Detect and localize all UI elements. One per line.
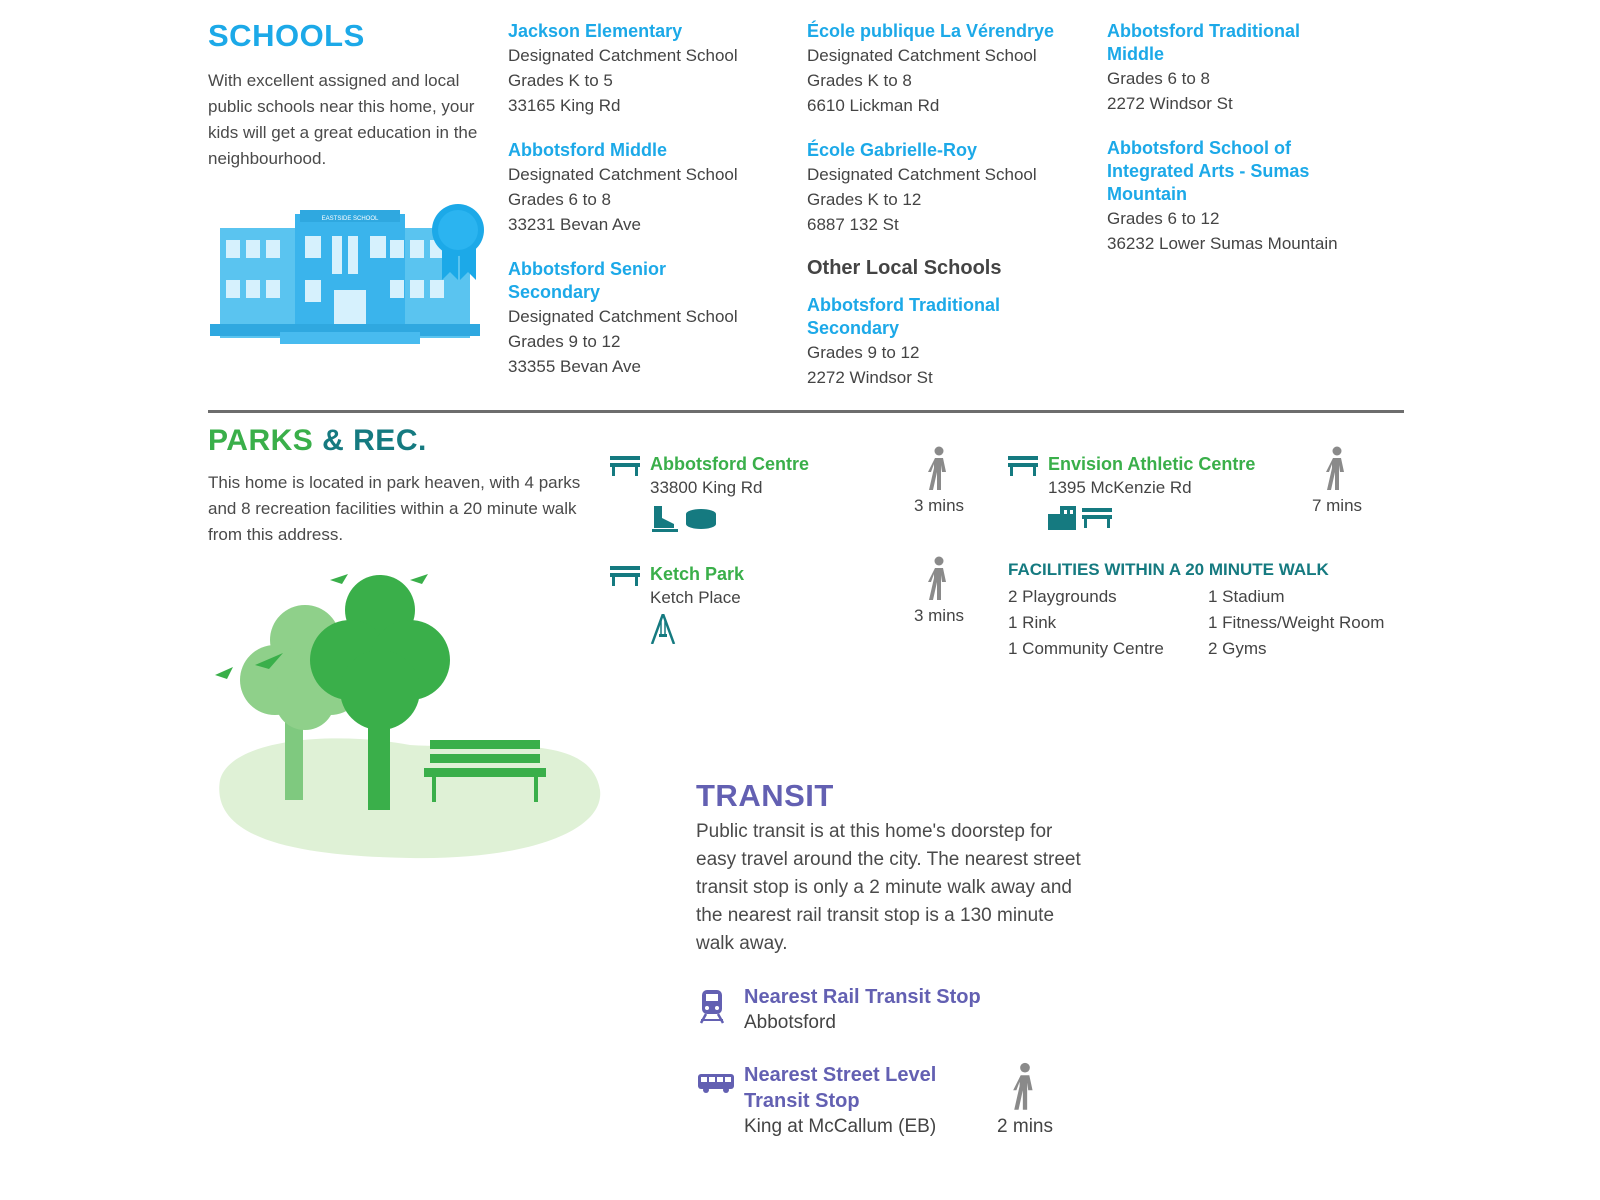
- school-grades: Grades K to 8: [807, 71, 912, 90]
- facility-count: 1 Community Centre: [1008, 639, 1164, 658]
- school-la-verendrye: [807, 20, 1097, 118]
- school-name[interactable]: École Gabrielle-Roy: [807, 140, 978, 160]
- building-icon: [1048, 504, 1078, 530]
- skate-icon: [650, 504, 680, 532]
- school-name[interactable]: Jackson Elementary: [508, 21, 683, 41]
- walk-time-abbotsford-centre: [904, 446, 974, 516]
- facility-address: Ketch Place: [650, 588, 741, 607]
- school-abbotsford-middle: [508, 139, 798, 237]
- schools-intro: With excellent assigned and local public schools near this home, your kids will get a great education in the neighbourhood.: [208, 71, 478, 168]
- school-jackson-elementary: [508, 20, 798, 118]
- transit-intro-block: [696, 778, 1096, 958]
- school-integrated-arts-sumas: [1107, 137, 1347, 256]
- facility-count: 2 Playgrounds: [1008, 587, 1117, 606]
- schools-title: SCHOOLS: [208, 18, 365, 53]
- rail-stop-value: Abbotsford: [744, 1012, 836, 1033]
- parks-intro-block: [208, 424, 608, 548]
- parks-title-b: & REC.: [322, 424, 427, 457]
- schools-intro-block: [208, 18, 498, 172]
- school-grades: Grades 9 to 12: [807, 343, 920, 362]
- rink-icon: [684, 504, 718, 532]
- bus-icon: [698, 1072, 734, 1094]
- facility-count: 2 Gyms: [1208, 639, 1267, 658]
- street-stop-value: King at McCallum (EB): [744, 1116, 937, 1137]
- school-name[interactable]: Abbotsford Traditional Secondary: [807, 295, 1000, 338]
- facility-count: 1 Rink: [1008, 613, 1057, 632]
- school-building-illustration: [210, 200, 495, 350]
- bench-icon: [1008, 454, 1038, 476]
- facility-name[interactable]: Abbotsford Centre: [650, 454, 809, 474]
- school-abbotsford-senior-secondary: [508, 258, 738, 379]
- school-type: Designated Catchment School: [508, 307, 738, 326]
- school-gabrielle-roy: [807, 139, 1097, 237]
- street-stop-label[interactable]: Nearest Street Level Transit Stop: [744, 1064, 937, 1112]
- section-divider: [208, 410, 1404, 413]
- facility-address: 33800 King Rd: [650, 478, 763, 497]
- school-grades: Grades 9 to 12: [508, 332, 621, 351]
- school-sign: EASTSIDE SCHOOL: [321, 216, 379, 222]
- school-type: Designated Catchment School: [807, 46, 1037, 65]
- walk-time-envision: [1302, 446, 1372, 516]
- walk-time: 7 mins: [1311, 496, 1363, 515]
- school-grades: Grades K to 5: [508, 71, 613, 90]
- school-grades: Grades 6 to 8: [1107, 69, 1211, 88]
- school-name[interactable]: École publique La Vérendrye: [807, 21, 1055, 41]
- other-local-schools-heading: Other Local Schools: [807, 257, 1002, 279]
- walk-time-ketch-park: [904, 556, 974, 626]
- transit-title: TRANSIT: [696, 778, 834, 813]
- school-name[interactable]: Abbotsford Middle: [508, 140, 667, 160]
- parks-title-a: PARKS: [208, 424, 314, 457]
- facility-address: 1395 McKenzie Rd: [1048, 478, 1192, 497]
- transit-intro: Public transit is at this home's doorstep for easy travel around the city. The nearest street transit stop is only a 2 minute walk away and the nearest rail transit stop is a 130 minute walk away.: [696, 821, 1081, 954]
- facility-count: 1 Stadium: [1208, 587, 1285, 606]
- walk-time: 3 mins: [913, 606, 965, 625]
- school-grades: Grades K to 12: [807, 190, 922, 209]
- walking-person-icon: [1011, 1062, 1039, 1110]
- school-address: 6887 132 St: [807, 215, 899, 234]
- school-address: 6610 Lickman Rd: [807, 96, 940, 115]
- walking-person-icon: [1324, 446, 1350, 490]
- school-name[interactable]: Abbotsford Senior Secondary: [508, 259, 666, 302]
- bench-icon: [610, 564, 640, 586]
- school-type: Designated Catchment School: [508, 46, 738, 65]
- school-address: 33355 Bevan Ave: [508, 357, 641, 376]
- facilities-list-col2: [1208, 584, 1384, 662]
- school-grades: Grades 6 to 12: [1107, 209, 1220, 228]
- school-abbotsford-traditional-secondary: [807, 294, 1037, 390]
- facility-name[interactable]: Ketch Park: [650, 564, 745, 584]
- school-abbotsford-traditional-middle: [1107, 20, 1347, 116]
- school-address: 33165 King Rd: [508, 96, 621, 115]
- facility-name[interactable]: Envision Athletic Centre: [1048, 454, 1256, 474]
- parks-intro: This home is located in park heaven, with 4 parks and 8 recreation facilities within a 20 minute walk from this address.: [208, 473, 581, 544]
- swing-icon: [650, 614, 676, 644]
- school-grades: Grades 6 to 8: [508, 190, 612, 209]
- facilities-within-heading: FACILITIES WITHIN A 20 MINUTE WALK: [1008, 560, 1329, 579]
- facility-count: 1 Fitness/Weight Room: [1208, 613, 1385, 632]
- train-icon: [698, 988, 726, 1024]
- walking-person-icon: [926, 556, 952, 600]
- facilities-list-col1: [1008, 584, 1164, 662]
- school-address: 36232 Lower Sumas Mountain: [1107, 234, 1338, 253]
- school-type: Designated Catchment School: [807, 165, 1037, 184]
- walking-person-icon: [926, 446, 952, 490]
- bench-icon: [610, 454, 640, 476]
- walk-time-street-stop: [990, 1062, 1060, 1138]
- park-illustration: [210, 570, 610, 870]
- school-name[interactable]: Abbotsford School of Integrated Arts - Sumas Mountain: [1107, 138, 1310, 204]
- parks-title: [208, 424, 608, 458]
- school-address: 33231 Bevan Ave: [508, 215, 641, 234]
- walk-time: 3 mins: [913, 496, 965, 515]
- school-address: 2272 Windsor St: [1107, 94, 1233, 113]
- school-name[interactable]: Abbotsford Traditional Middle: [1107, 21, 1300, 64]
- school-address: 2272 Windsor St: [807, 368, 933, 387]
- school-type: Designated Catchment School: [508, 165, 738, 184]
- walk-time: 2 mins: [997, 1116, 1053, 1137]
- rail-stop-label[interactable]: Nearest Rail Transit Stop: [744, 986, 981, 1008]
- bench-icon: [1082, 504, 1112, 530]
